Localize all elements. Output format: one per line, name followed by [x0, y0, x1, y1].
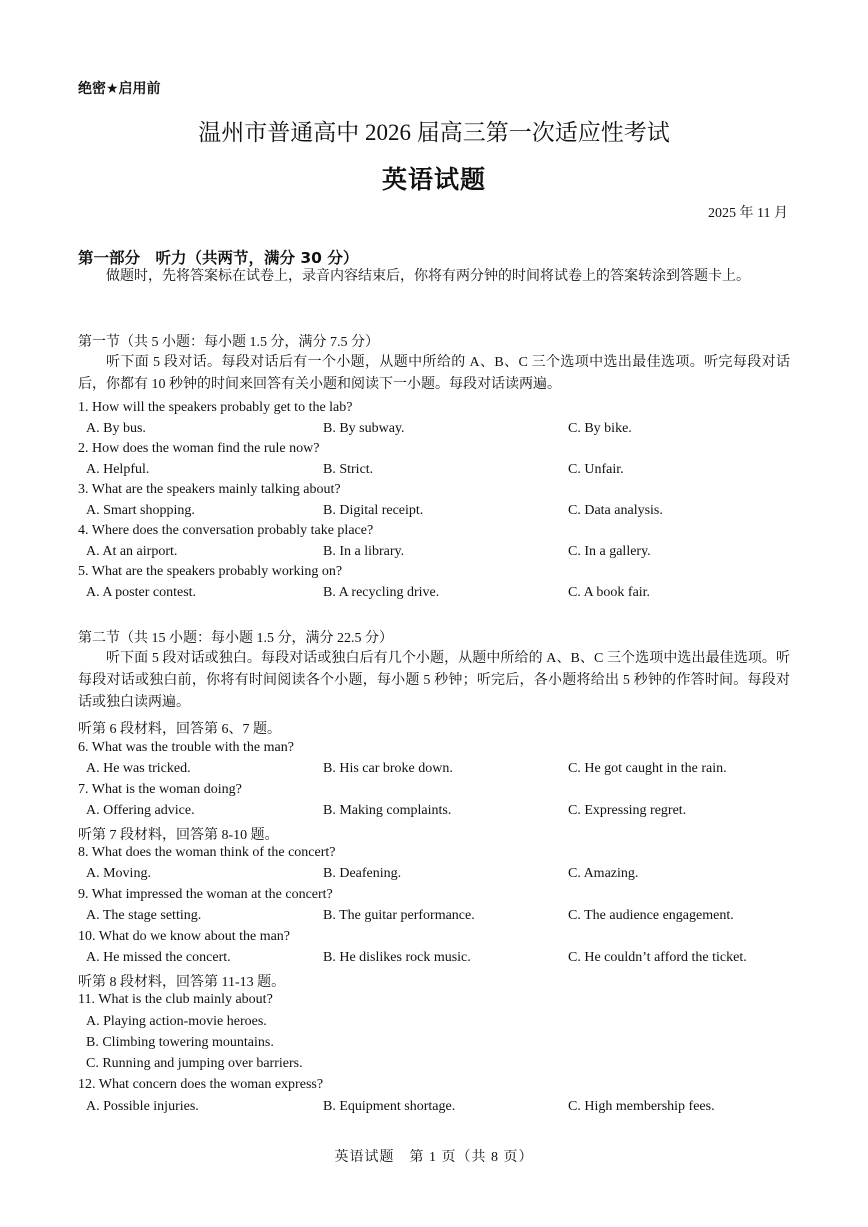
exam-date: 2025 年 11 月	[708, 206, 788, 221]
question-5-option-c: C. A book fair.	[568, 585, 651, 600]
section2-instructions: 听下面 5 段对话或独白。每段对话或独白后有几个小题，从题中所给的 A、B、C 三个选项中选出最佳选项。听每段对话或独白前，你将有时间阅读各个小题，每小题 5 秒钟；听完后，各小题将给出 5 秒钟的作答时间。每段对话或独白读两遍。	[78, 651, 790, 710]
question-11-stem: 11. What is the club mainly about?	[78, 992, 273, 1007]
question-4-option-b: B. In a library.	[323, 544, 405, 559]
question-10-option-c: C. He couldn’t afford the ticket.	[568, 950, 747, 965]
question-11-option-a: A. Playing action-movie heroes.	[86, 1014, 267, 1029]
question-6-stem: 6. What was the trouble with the man?	[78, 740, 294, 755]
question-9-option-c: C. The audience engagement.	[568, 908, 734, 923]
question-5-option-a: A. A poster contest.	[86, 585, 197, 600]
question-10-stem: 10. What do we know about the man?	[78, 929, 291, 944]
question-7-option-c: C. Expressing regret.	[568, 803, 687, 818]
question-11-option-b: B. Climbing towering mountains.	[86, 1035, 274, 1050]
exam-title: 温州市普通高中 2026 届高三第一次适应性考试	[198, 120, 670, 145]
question-2-option-a: A. Helpful.	[86, 462, 150, 477]
confidential-label: 绝密★启用前	[78, 81, 161, 97]
section1-instructions: 听下面 5 段对话。每段对话后有一个小题，从题中所给的 A、B、C 三个选项中选出最佳选项。听完每段对话后，你都有 10 秒钟的时间来回答有关小题和阅读下一小题。每段对话读两遍。	[78, 355, 790, 392]
question-6-option-c: C. He got caught in the rain.	[568, 761, 727, 776]
question-6-option-b: B. His car broke down.	[323, 761, 453, 776]
question-9-option-a: A. The stage setting.	[86, 908, 202, 923]
question-12-option-b: B. Equipment shortage.	[323, 1099, 456, 1114]
part1-instructions: 做题时，先将答案标在试卷上，录音内容结束后，你将有两分钟的时间将试卷上的答案转涂到答题卡上。	[106, 269, 750, 284]
page-footer: 英语试题 第 1 页（共 8 页）	[334, 1150, 534, 1165]
question-9-option-b: B. The guitar performance.	[323, 908, 475, 923]
question-12-option-c: C. High membership fees.	[568, 1099, 715, 1114]
question-12-option-a: A. Possible injuries.	[86, 1099, 199, 1114]
section1-heading: 第一节（共 5 小题：每小题 1.5 分，满分 7.5 分）	[78, 335, 379, 350]
section2-heading: 第二节（共 15 小题：每小题 1.5 分，满分 22.5 分）	[78, 631, 393, 646]
question-8-stem: 8. What does the woman think of the concert?	[78, 845, 336, 860]
question-2-option-c: C. Unfair.	[568, 462, 624, 477]
question-5-stem: 5. What are the speakers probably working on?	[78, 564, 343, 579]
question-7-stem: 7. What is the woman doing?	[78, 782, 242, 797]
part1-heading: 第一部分 听力（共两节，满分 30 分）	[78, 249, 359, 267]
exam-subject: 英语试题	[381, 165, 486, 194]
question-7-option-a: A. Offering advice.	[86, 803, 195, 818]
question-8-option-a: A. Moving.	[86, 866, 151, 881]
material-8-note: 听第 8 段材料，回答第 11-13 题。	[78, 975, 286, 990]
material-7-note: 听第 7 段材料，回答第 8-10 题。	[78, 828, 279, 843]
question-4-option-a: A. At an airport.	[86, 544, 178, 559]
question-3-option-b: B. Digital receipt.	[323, 503, 424, 518]
question-6-option-a: A. He was tricked.	[86, 761, 191, 776]
question-4-stem: 4. Where does the conversation probably take place?	[78, 523, 374, 538]
question-2-option-b: B. Strict.	[323, 462, 374, 477]
question-8-option-c: C. Amazing.	[568, 866, 639, 881]
question-1-option-a: A. By bus.	[86, 421, 146, 436]
question-12-stem: 12. What concern does the woman express?	[78, 1077, 324, 1092]
question-2-stem: 2. How does the woman find the rule now?	[78, 441, 320, 456]
question-3-option-a: A. Smart shopping.	[86, 503, 195, 518]
question-3-option-c: C. Data analysis.	[568, 503, 663, 518]
question-11-option-c: C. Running and jumping over barriers.	[86, 1056, 303, 1071]
question-3-stem: 3. What are the speakers mainly talking about?	[78, 482, 341, 497]
question-1-stem: 1. How will the speakers probably get to the lab?	[78, 400, 353, 415]
question-5-option-b: B. A recycling drive.	[323, 585, 440, 600]
material-6-note: 听第 6 段材料，回答第 6、7 题。	[78, 722, 281, 737]
question-4-option-c: C. In a gallery.	[568, 544, 651, 559]
question-8-option-b: B. Deafening.	[323, 866, 402, 881]
question-10-option-b: B. He dislikes rock music.	[323, 950, 471, 965]
question-1-option-b: B. By subway.	[323, 421, 405, 436]
question-10-option-a: A. He missed the concert.	[86, 950, 231, 965]
question-1-option-c: C. By bike.	[568, 421, 632, 436]
question-9-stem: 9. What impressed the woman at the concert?	[78, 887, 333, 902]
question-7-option-b: B. Making complaints.	[323, 803, 452, 818]
